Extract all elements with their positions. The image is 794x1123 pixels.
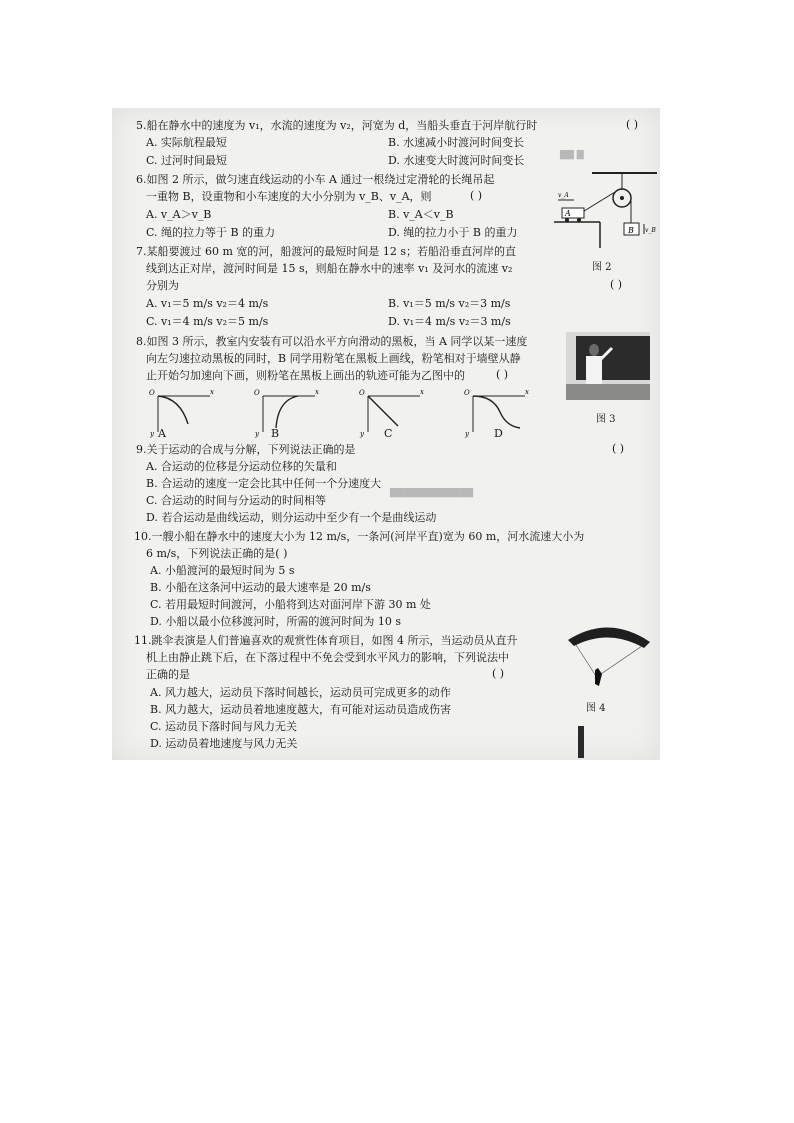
graph-b-x: x: [315, 388, 319, 396]
q5-option-c: C. 过河时间最短: [146, 154, 228, 167]
q9-option-a: A. 合运动的位移是分运动位移的矢量和: [146, 460, 337, 473]
q9-option-b: B. 合运动的速度一定会比其中任何一个分速度大: [146, 477, 382, 490]
q11-option-b: B. 风力越大，运动员着地速度越大，有可能对运动员造成伤害: [150, 703, 452, 716]
q8-trajectory-graphs: [148, 388, 548, 440]
graph-b-origin: O: [254, 389, 260, 397]
q11-option-a: A. 风力越大，运动员下落时间越长，运动员可完成更多的动作: [150, 686, 451, 699]
q7-answer-paren: ( ): [610, 278, 623, 291]
q6-option-a: A. v_A＞v_B: [146, 208, 212, 221]
q11-answer-paren: ( ): [492, 667, 505, 680]
graph-d-y: y: [465, 430, 469, 438]
q6-option-c: C. 绳的拉力等于 B 的重力: [146, 226, 276, 239]
q7-option-a: A. v₁＝5 m/s v₂＝4 m/s: [146, 297, 269, 310]
figure-2-label-a: A: [565, 209, 571, 218]
q5-stem: 5.船在静水中的速度为 v₁，水流的速度为 v₂，河宽为 d，当船头垂直于河岸航行时: [136, 119, 538, 132]
figure-3-caption: 图 3: [596, 414, 616, 425]
q10-option-c: C. 若用最短时间渡河，小船将到达对面河岸下游 30 m 处: [150, 598, 431, 611]
q6-option-b: B. v_A＜v_B: [388, 208, 454, 221]
q10-option-a: A. 小船渡河的最短时间为 5 s: [150, 564, 295, 577]
q8-stem-line2: 向左匀速拉动黑板的同时，B 同学用粉笔在黑板上画线，粉笔相对于墙壁从静: [146, 352, 521, 365]
graph-a-x: x: [210, 388, 214, 396]
q10-option-b: B. 小船在这条河中运动的最大速率是 20 m/s: [150, 581, 371, 594]
q5-answer-paren: ( ): [626, 118, 639, 131]
q10-stem-line2: 6 m/s，下列说法正确的是( ): [146, 547, 288, 560]
q6-option-d: D. 绳的拉力小于 B 的重力: [388, 226, 518, 239]
q8-graph-label-b: B: [271, 427, 280, 440]
q6-answer-paren: ( ): [470, 189, 483, 202]
q8-graph-label-a: A: [158, 427, 166, 440]
graph-d-origin: O: [464, 389, 470, 397]
q7-stem-line3: 分别为: [146, 279, 179, 292]
figure-2-pulley-diagram: [552, 168, 660, 250]
q6-stem-line2: 一重物 B，设重物和小车速度的大小分别为 v_B、v_A，则: [146, 190, 432, 203]
q11-stem-line3: 正确的是: [146, 668, 190, 681]
q8-stem-line1: 8.如图 3 所示，教室内安装有可以沿水平方向滑动的黑板，当 A 同学以某一速度: [136, 335, 528, 348]
q10-stem-line1: 10.一艘小船在静水中的速度大小为 12 m/s，一条河(河岸平直)宽为 60 m，河水流速大小为: [134, 530, 585, 543]
bleed-through-mark: ▇▇▇▇▇▇▇▇▇▇▇▇: [390, 488, 474, 498]
figure-2-label-va: v_A: [558, 192, 569, 199]
q9-answer-paren: ( ): [612, 442, 625, 455]
graph-c-x: x: [420, 388, 424, 396]
figure-4-parachute-photo: [564, 618, 654, 758]
q11-stem-line1: 11.跳伞表演是人们普遍喜欢的观赏性体育项目，如图 4 所示，当运动员从直升: [134, 634, 518, 647]
graph-c-origin: O: [359, 389, 365, 397]
q5-option-b: B. 水速减小时渡河时间变长: [388, 136, 525, 149]
q7-option-d: D. v₁＝4 m/s v₂＝3 m/s: [388, 315, 511, 328]
q7-stem-line2: 线到达正对岸，渡河时间是 15 s，则船在静水中的速率 v₁ 及河水的流速 v₂: [146, 262, 513, 275]
q9-stem: 9.关于运动的合成与分解，下列说法正确的是: [136, 443, 356, 456]
figure-2-caption: 图 2: [592, 262, 612, 273]
bleed-through-mark: ▇▇ ▇: [560, 150, 584, 160]
figure-2-label-vb: v_B: [645, 227, 656, 234]
q8-stem-line3: 止开始匀加速向下画，则粉笔在黑板上画出的轨迹可能为乙图中的: [146, 369, 465, 382]
q5-option-d: D. 水速变大时渡河时间变长: [388, 154, 525, 167]
figure-3-classroom-photo: [566, 332, 650, 400]
graph-a-origin: O: [149, 389, 155, 397]
q9-option-d: D. 若合运动是曲线运动，则分运动中至少有一个是曲线运动: [146, 511, 437, 524]
q7-stem-line1: 7.某船要渡过 60 m 宽的河，船渡河的最短时间是 12 s；若船沿垂直河岸的直: [136, 245, 517, 258]
graph-b-y: y: [255, 430, 259, 438]
graph-c-y: y: [360, 430, 364, 438]
q11-option-d: D. 运动员着地速度与风力无关: [150, 737, 298, 750]
q5-option-a: A. 实际航程最短: [146, 136, 227, 149]
q6-stem-line1: 6.如图 2 所示，做匀速直线运动的小车 A 通过一根绕过定滑轮的长绳吊起: [136, 173, 495, 186]
q8-graph-label-c: C: [384, 427, 393, 440]
q11-stem-line2: 机上由静止跳下后，在下落过程中不免会受到水平风力的影响，下列说法中: [146, 651, 509, 664]
q8-answer-paren: ( ): [496, 368, 509, 381]
figure-4-caption: 图 4: [586, 703, 606, 714]
q9-option-c: C. 合运动的时间与分运动的时间相等: [146, 494, 327, 507]
figure-2-label-b: B: [628, 226, 634, 235]
q10-option-d: D. 小船以最小位移渡河时，所需的渡河时间为 10 s: [150, 615, 402, 628]
q7-option-c: C. v₁＝4 m/s v₂＝5 m/s: [146, 315, 269, 328]
graph-a-y: y: [150, 430, 154, 438]
q11-option-c: C. 运动员下落时间与风力无关: [150, 720, 298, 733]
q8-graph-label-d: D: [494, 427, 503, 440]
graph-b: [254, 388, 319, 438]
graph-d-x: x: [525, 388, 529, 396]
q7-option-b: B. v₁＝5 m/s v₂＝3 m/s: [388, 297, 511, 310]
